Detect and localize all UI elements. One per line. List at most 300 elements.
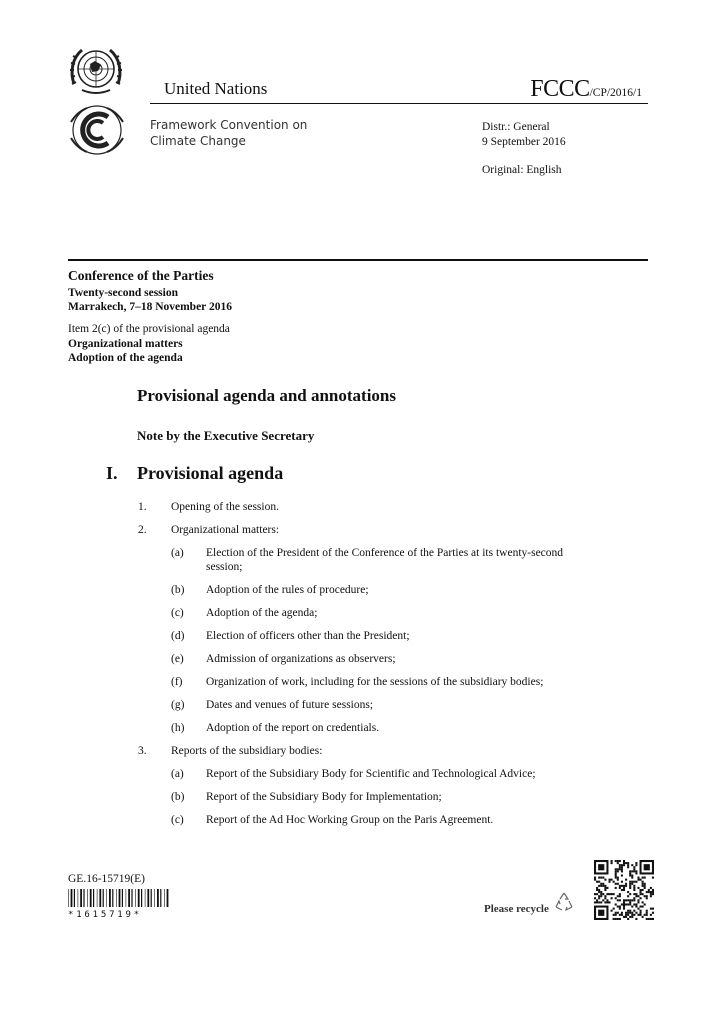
qr-module	[598, 910, 604, 916]
qr-module	[596, 893, 598, 895]
qr-module	[617, 877, 619, 879]
qr-module	[621, 874, 623, 876]
qr-module	[640, 897, 642, 899]
qr-module	[644, 883, 646, 885]
subitem-label: (b)	[171, 584, 185, 596]
qr-module	[629, 872, 631, 874]
qr-module	[598, 891, 600, 893]
barcode-bar	[112, 889, 113, 907]
symbol-suffix: /CP/2016/1	[589, 87, 642, 99]
agenda-item	[0, 500, 724, 514]
qr-module	[637, 879, 639, 881]
qr-module	[650, 914, 652, 916]
qr-module	[633, 868, 635, 870]
qr-module	[637, 899, 639, 901]
qr-module	[637, 908, 639, 910]
qr-module	[652, 908, 654, 910]
qr-module	[594, 897, 596, 899]
qr-module	[602, 877, 604, 879]
barcode-bar	[119, 889, 121, 907]
agenda-item-number: 2.	[138, 524, 147, 536]
qr-module	[602, 893, 604, 895]
qr-module	[606, 901, 608, 903]
qr-module	[600, 885, 602, 887]
distribution: Distr.: General	[482, 121, 550, 133]
subitem-label: (a)	[171, 547, 184, 559]
qr-module	[617, 860, 619, 862]
qr-module	[652, 889, 654, 891]
qr-module	[646, 918, 648, 920]
qr-module	[633, 881, 635, 883]
qr-module	[625, 916, 627, 918]
qr-module	[635, 862, 637, 864]
job-number: GE.16-15719(E)	[68, 873, 145, 885]
agenda-subitem	[0, 652, 724, 666]
qr-module	[615, 877, 617, 879]
qr-module	[619, 918, 621, 920]
subitem-label: (f)	[171, 676, 183, 688]
subitem-text: Report of the Ad Hoc Working Group on the Paris Agreement.	[206, 814, 494, 826]
qr-module	[619, 887, 621, 889]
subitem-label: (h)	[171, 722, 185, 734]
qr-module	[596, 881, 598, 883]
qr-module	[619, 866, 621, 868]
qr-module	[615, 883, 617, 885]
qr-module	[640, 893, 642, 895]
qr-module	[600, 893, 602, 895]
barcode-bar	[97, 889, 98, 907]
agenda-subitem	[0, 790, 724, 804]
barcode-bar	[138, 889, 140, 907]
barcode-bar	[103, 889, 104, 907]
qr-module	[621, 868, 623, 870]
barcode-bar	[90, 889, 92, 907]
qr-module	[652, 893, 654, 895]
barcode-bar	[122, 889, 123, 907]
convention-name	[150, 117, 370, 149]
qr-module	[617, 918, 619, 920]
qr-module	[633, 893, 635, 895]
document-symbol	[530, 76, 642, 103]
qr-module	[619, 908, 621, 910]
qr-module	[644, 887, 646, 889]
qr-module	[615, 897, 617, 899]
qr-module	[631, 914, 633, 916]
barcode-bar	[131, 889, 132, 907]
qr-module	[600, 883, 602, 885]
qr-module	[619, 895, 621, 897]
qr-module	[635, 912, 637, 914]
qr-module	[611, 862, 613, 864]
barcode-bar	[71, 889, 73, 907]
qr-module	[637, 887, 639, 889]
barcode-bar	[160, 889, 161, 907]
qr-module	[633, 897, 635, 899]
qr-module	[627, 864, 629, 866]
qr-module	[594, 879, 596, 881]
organization-name: United Nations	[164, 79, 268, 98]
recycle-text: Please recycle	[484, 903, 549, 915]
agenda-subitem	[0, 767, 724, 781]
qr-module	[629, 893, 631, 895]
qr-module	[598, 885, 600, 887]
qr-module	[623, 860, 625, 862]
barcode-bar	[80, 889, 82, 907]
qr-module	[633, 870, 635, 872]
qr-module	[617, 870, 619, 872]
barcode-bar	[78, 889, 79, 907]
barcode-bar	[74, 889, 75, 907]
qr-module	[637, 877, 639, 879]
qr-module	[625, 899, 627, 901]
qr-module	[642, 885, 644, 887]
item-ref: Item 2(c) of the provisional agenda	[68, 323, 230, 335]
subitem-text: Adoption of the rules of procedure;	[206, 584, 369, 596]
qr-module	[623, 916, 625, 918]
qr-module	[594, 893, 596, 895]
qr-module	[633, 887, 635, 889]
qr-module	[646, 910, 648, 912]
subitem-label: (b)	[171, 791, 185, 803]
qr-module	[602, 899, 604, 901]
qr-module	[594, 901, 596, 903]
barcode-icon	[68, 889, 170, 907]
qr-module	[633, 910, 635, 912]
qr-module	[629, 903, 631, 905]
qr-module	[619, 864, 621, 866]
qr-module	[615, 918, 617, 920]
qr-module	[629, 874, 631, 876]
qr-module	[640, 879, 642, 881]
qr-module	[621, 881, 623, 883]
qr-module	[652, 918, 654, 920]
section-rule	[68, 259, 648, 261]
qr-module	[608, 881, 610, 883]
agenda-item-number: 3.	[138, 745, 147, 757]
qr-module	[615, 870, 617, 872]
qr-module	[613, 914, 615, 916]
qr-module	[635, 870, 637, 872]
subitem-text: Dates and venues of future sessions;	[206, 699, 374, 711]
qr-module	[596, 899, 598, 901]
qr-module	[621, 866, 623, 868]
qr-module	[635, 864, 637, 866]
qr-module	[633, 914, 635, 916]
issue-date: 9 September 2016	[482, 136, 566, 148]
qr-module	[650, 887, 652, 889]
qr-module	[648, 889, 650, 891]
qr-module	[635, 893, 637, 895]
qr-module	[623, 901, 625, 903]
qr-module	[604, 885, 606, 887]
qr-module	[598, 864, 604, 870]
qr-module	[600, 891, 602, 893]
qr-module	[629, 901, 631, 903]
qr-module	[652, 877, 654, 879]
qr-module	[629, 912, 631, 914]
qr-module	[629, 910, 631, 912]
qr-module	[621, 914, 623, 916]
qr-module	[621, 885, 623, 887]
agenda-subitem	[0, 813, 724, 827]
qr-module	[619, 893, 621, 895]
qr-module	[642, 877, 644, 879]
barcode-bar	[116, 889, 117, 907]
convention-line-1: Framework Convention on	[150, 118, 308, 132]
qr-module	[598, 877, 600, 879]
qr-module	[644, 864, 650, 870]
barcode-bar	[164, 889, 165, 907]
qr-module	[615, 887, 617, 889]
agenda-subitem	[0, 606, 724, 620]
qr-module	[604, 897, 606, 899]
qr-module	[627, 910, 629, 912]
qr-module	[627, 891, 629, 893]
qr-module	[635, 906, 637, 908]
qr-module	[617, 883, 619, 885]
qr-module	[613, 893, 615, 895]
qr-module	[631, 864, 633, 866]
document-title: Provisional agenda and annotations	[137, 386, 397, 405]
agenda-subitem	[0, 675, 724, 689]
subitem-text: Report of the Subsidiary Body for Implementation;	[206, 791, 442, 803]
barcode-bar	[157, 889, 159, 907]
agenda-list	[0, 500, 724, 836]
qr-module	[611, 897, 613, 899]
qr-module	[615, 874, 617, 876]
qr-module	[621, 903, 623, 905]
qr-module	[619, 906, 621, 908]
barcode-bar	[154, 889, 155, 907]
qr-module	[637, 895, 639, 897]
barcode-bar	[167, 889, 169, 907]
qr-module	[631, 899, 633, 901]
qr-module	[617, 906, 619, 908]
qr-module	[625, 914, 627, 916]
barcode-bar	[135, 889, 136, 907]
session-info	[68, 286, 232, 314]
qr-module	[633, 866, 635, 868]
qr-module	[615, 912, 617, 914]
qr-module	[623, 885, 625, 887]
qr-module	[615, 903, 617, 905]
qr-module	[602, 883, 604, 885]
qr-module	[619, 868, 621, 870]
qr-module	[617, 868, 619, 870]
subitem-label: (g)	[171, 699, 185, 711]
agenda-subitem	[0, 629, 724, 643]
qr-module	[619, 885, 621, 887]
un-emblem-icon	[68, 44, 124, 98]
section-title: Provisional agenda	[137, 463, 284, 483]
qr-module	[633, 889, 635, 891]
agenda-subitem	[0, 721, 724, 735]
qr-module	[619, 860, 621, 862]
item-heading: Organizational matters	[68, 337, 183, 350]
qr-module	[631, 870, 633, 872]
subitem-text: Report of the Subsidiary Body for Scientific and Technological Advice;	[206, 768, 536, 780]
subitem-label: (d)	[171, 630, 185, 642]
agenda-subitem	[0, 546, 724, 574]
qr-module	[631, 912, 633, 914]
qr-module	[627, 903, 629, 905]
subitem-text: Election of the President of the Conference of the Parties at its twenty-second session;	[206, 547, 564, 573]
qr-module	[640, 891, 642, 893]
qr-module	[629, 885, 631, 887]
subitem-text: Election of officers other than the President;	[206, 630, 410, 642]
barcode-bar	[99, 889, 101, 907]
qr-module	[596, 889, 598, 891]
qr-module	[642, 893, 644, 895]
subitem-label: (c)	[171, 607, 184, 619]
symbol-main: FCCC	[530, 76, 590, 102]
qr-module	[619, 914, 621, 916]
qr-module	[604, 901, 606, 903]
qr-module	[617, 895, 619, 897]
qr-module	[629, 916, 631, 918]
qr-module	[611, 879, 613, 881]
original-language: Original: English	[482, 164, 562, 176]
barcode-bar	[151, 889, 152, 907]
subitem-label: (a)	[171, 768, 184, 780]
distribution-block	[482, 120, 566, 150]
qr-module	[621, 870, 623, 872]
qr-module	[625, 883, 627, 885]
qr-module	[629, 881, 631, 883]
barcode-bar	[87, 889, 88, 907]
qr-module	[650, 918, 652, 920]
unfccc-logo-icon	[68, 104, 126, 156]
qr-module	[604, 895, 606, 897]
qr-module	[625, 912, 627, 914]
qr-module	[640, 910, 642, 912]
qr-module	[627, 866, 629, 868]
qr-module	[637, 914, 639, 916]
barcode-bar	[109, 889, 111, 907]
qr-module	[617, 862, 619, 864]
qr-module	[608, 901, 610, 903]
agenda-item-text: Opening of the session.	[171, 501, 279, 513]
barcode-bar	[83, 889, 84, 907]
section-number: I.	[106, 463, 118, 483]
qr-module	[598, 895, 600, 897]
qr-module	[598, 901, 600, 903]
qr-module	[631, 874, 633, 876]
qr-module	[633, 899, 635, 901]
agenda-item-reference	[68, 322, 230, 366]
qr-module	[604, 889, 606, 891]
qr-module	[600, 877, 602, 879]
qr-module	[635, 895, 637, 897]
qr-module	[602, 885, 604, 887]
qr-module	[594, 877, 596, 879]
qr-module	[642, 889, 644, 891]
recycle-icon	[552, 890, 576, 914]
barcode-bar	[68, 889, 69, 907]
qr-module	[623, 889, 625, 891]
qr-module	[648, 891, 650, 893]
subitem-text: Organization of work, including for the sessions of the subsidiary bodies;	[206, 676, 544, 688]
qr-module	[627, 914, 629, 916]
qr-module	[631, 883, 633, 885]
agenda-item-text: Reports of the subsidiary bodies:	[171, 745, 323, 757]
qr-module	[606, 893, 608, 895]
agenda-subitem	[0, 583, 724, 597]
qr-module	[642, 883, 644, 885]
qr-module	[633, 903, 635, 905]
qr-module	[646, 891, 648, 893]
qr-module	[629, 899, 631, 901]
qr-module	[598, 881, 600, 883]
qr-module	[623, 887, 625, 889]
qr-module	[637, 901, 639, 903]
qr-module	[635, 918, 637, 920]
barcode-bar	[145, 889, 146, 907]
agenda-subitem	[0, 698, 724, 712]
convention-line-2: Climate Change	[150, 134, 246, 148]
qr-module	[629, 883, 631, 885]
qr-module	[608, 893, 610, 895]
qr-module	[644, 877, 646, 879]
qr-module	[640, 906, 642, 908]
item-subheading: Adoption of the agenda	[68, 352, 183, 364]
qr-module	[640, 912, 642, 914]
qr-module	[646, 914, 648, 916]
qr-module	[644, 895, 646, 897]
qr-module	[596, 901, 598, 903]
qr-module	[644, 885, 646, 887]
agenda-item-number: 1.	[138, 501, 147, 513]
qr-module	[627, 899, 629, 901]
qr-module	[648, 918, 650, 920]
qr-module	[617, 879, 619, 881]
qr-module	[613, 881, 615, 883]
qr-module	[646, 912, 648, 914]
qr-module	[625, 879, 627, 881]
qr-module	[621, 864, 623, 866]
qr-module	[652, 891, 654, 893]
qr-module	[623, 908, 625, 910]
qr-module	[627, 918, 629, 920]
qr-module	[596, 887, 598, 889]
qr-module	[619, 899, 621, 901]
qr-module	[627, 912, 629, 914]
qr-module	[617, 899, 619, 901]
qr-module	[625, 885, 627, 887]
qr-module	[598, 897, 600, 899]
qr-module	[611, 910, 613, 912]
qr-module	[646, 897, 648, 899]
qr-module	[629, 887, 631, 889]
qr-module	[625, 903, 627, 905]
qr-module	[623, 906, 625, 908]
qr-module	[623, 903, 625, 905]
qr-module	[627, 862, 629, 864]
qr-module	[629, 870, 631, 872]
subitem-text: Adoption of the report on credentials.	[206, 722, 380, 734]
barcode-bar	[126, 889, 127, 907]
header-rule	[150, 103, 648, 104]
note-by: Note by the Executive Secretary	[137, 428, 315, 443]
barcode-bar	[93, 889, 94, 907]
qr-module	[615, 868, 617, 870]
qr-module	[604, 887, 606, 889]
qr-module	[631, 916, 633, 918]
session-name: Twenty-second session	[68, 287, 179, 299]
qr-module	[600, 901, 602, 903]
qr-module	[631, 906, 633, 908]
qr-module	[650, 908, 652, 910]
